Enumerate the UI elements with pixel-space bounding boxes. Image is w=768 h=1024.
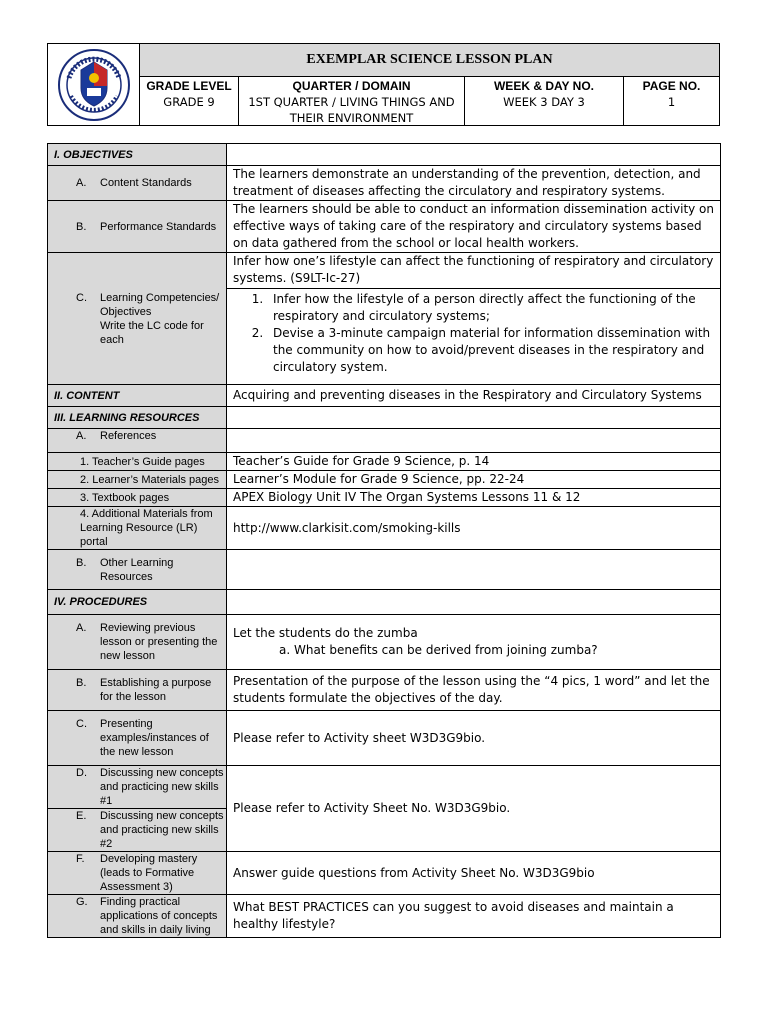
textbook-text: APEX Biology Unit IV The Organ Systems Lessons 11 & 12 <box>227 489 721 507</box>
procedure-a-label: Reviewing previous lesson or presenting the new lesson <box>100 622 218 662</box>
competencies-label: Learning Competencies/ Objectives <box>100 291 220 318</box>
procedure-e-label: Discussing new concepts and practicing new skills #2 <box>100 810 224 850</box>
lesson-plan-table <box>47 143 721 938</box>
other-resources-text <box>227 550 721 590</box>
quarter-domain-value: 1ST QUARTER / LIVING THINGS AND THEIR ENVIRONMENT <box>248 95 455 125</box>
table-row: G. Finding practical applications of concepts and skills in daily living What BEST PRACTICES can you suggest to avoid diseases and maintain a healthy lifestyle? <box>48 895 721 938</box>
procedure-g-text: What BEST PRACTICES can you suggest to avoid diseases and maintain a healthy lifestyle? <box>227 895 721 938</box>
grade-level-value: GRADE 9 <box>163 95 215 109</box>
table-row <box>48 453 721 471</box>
lesson-plan-header <box>47 43 720 126</box>
table-row <box>48 385 721 407</box>
learners-materials-text: Learner’s Module for Grade 9 Science, pp. 22-24 <box>227 471 721 489</box>
deped-seal-logo <box>48 44 140 125</box>
content-heading: II. CONTENT <box>48 385 227 407</box>
table-row <box>48 144 721 166</box>
table-row: A. References <box>48 429 721 453</box>
grade-level-cell <box>140 77 239 125</box>
table-row: A. Content Standards The learners demonstrate an understanding of the prevention, detection, and treatment of diseases affecting the circulatory and respiratory systems. <box>48 166 721 201</box>
procedure-d-label: Discussing new concepts and practicing new skills #1 <box>100 767 224 807</box>
table-row <box>48 590 721 615</box>
other-resources-label: Other Learning Resources <box>100 556 174 583</box>
procedure-c-text: Please refer to Activity sheet W3D3G9bio. <box>227 711 721 766</box>
table-row: A. Reviewing previous lesson or presenting the new lesson Let the students do the zumba a. What benefits can be derived from joining zumba? <box>48 615 721 670</box>
competencies-list <box>227 291 714 376</box>
content-standards-text: The learners demonstrate an understanding of the prevention, detection, and treatment of diseases affecting the circulatory and respiratory systems. <box>227 166 721 201</box>
table-row: B. Other Learning Resources <box>48 550 721 590</box>
procedure-de-text: Please refer to Activity Sheet No. W3D3G9bio. <box>227 766 721 852</box>
table-row: C. Learning Competencies/ Objectives Write the LC code for each Infer how one’s lifestyle can affect the functioning of respiratory and circulatory systems. (S9LT-Ic-27) 1. Infer how the lifestyle of a person directly affect the functioning of the respiratory and circulatory systems; 2. Devise a 3-minute campaign material for information dissemination with the community on how to avoid/prevent diseases in the respiratory and circulatory system. <box>48 253 721 385</box>
page-no-value: 1 <box>667 95 676 109</box>
table-row <box>48 407 721 429</box>
performance-standards-text: The learners should be able to conduct an information dissemination activity on effective ways of taking care of the respiratory and circulatory systems based on data gathered from the school or local health workers. <box>227 201 721 253</box>
table-row <box>48 471 721 489</box>
procedure-f-label: Developing mastery (leads to Formative Assessment 3) <box>100 853 198 893</box>
content-text: Acquiring and preventing diseases in the Respiratory and Circulatory Systems <box>227 385 721 407</box>
grade-level-label: GRADE LEVEL <box>146 79 232 93</box>
procedure-a-text: Let the students do the zumba <box>233 626 418 640</box>
content-standards-label: Content Standards <box>100 177 192 189</box>
textbook-label: 3. Textbook pages <box>80 491 170 504</box>
procedure-b-text: Presentation of the purpose of the lesson using the “4 pics, 1 word” and let the students formulate the objectives of the day. <box>227 670 721 711</box>
procedure-b-label: Establishing a purpose for the lesson <box>100 677 212 703</box>
additional-materials-label: 4. Additional Materials from Learning Resource (LR) portal <box>80 508 213 548</box>
list-item: 1. Infer how the lifestyle of a person directly affect the functioning of the respiratory and circulatory systems; <box>267 291 714 325</box>
lesson-plan-title: EXEMPLAR SCIENCE LESSON PLAN <box>140 44 719 77</box>
procedures-heading: IV. PROCEDURES <box>48 590 227 615</box>
table-row <box>48 489 721 507</box>
competencies-label-note: Write the LC code for each <box>100 319 204 346</box>
learners-materials-label: 2. Learner’s Materials pages <box>80 473 220 486</box>
references-label: References <box>100 430 157 442</box>
procedure-g-label: Finding practical applications of concepts and skills in daily living <box>100 896 218 936</box>
week-day-cell <box>465 77 624 125</box>
table-row: F. Developing mastery (leads to Formative Assessment 3) Answer guide questions from Activity Sheet No. W3D3G9bio <box>48 852 721 895</box>
seal-icon <box>57 48 131 122</box>
procedure-a-subitem: a. What benefits can be derived from joining zumba? <box>279 643 598 657</box>
list-item: 2. Devise a 3-minute campaign material for information dissemination with the community on how to avoid/prevent diseases in the respiratory and circulatory system. <box>267 325 714 376</box>
teachers-guide-text: Teacher’s Guide for Grade 9 Science, p. 14 <box>227 453 721 471</box>
table-row: E. Discussing new concepts and practicing new skills #2 <box>48 809 721 852</box>
quarter-domain-cell <box>239 77 465 125</box>
performance-standards-label: Performance Standards <box>100 220 217 233</box>
procedure-f-text: Answer guide questions from Activity Sheet No. W3D3G9bio <box>227 852 721 895</box>
table-row: C. Presenting examples/instances of the new lesson Please refer to Activity sheet W3D3G9bio. <box>48 711 721 766</box>
quarter-domain-label: QUARTER / DOMAIN <box>292 79 411 93</box>
procedure-c-label: Presenting examples/instances of the new lesson <box>100 718 209 758</box>
week-day-label: WEEK & DAY NO. <box>493 79 595 93</box>
table-row: B. Establishing a purpose for the lesson Presentation of the purpose of the lesson using the “4 pics, 1 word” and let the students formulate the objectives of the day. <box>48 670 721 711</box>
additional-materials-link[interactable]: http://www.clarkisit.com/smoking-kills <box>227 507 721 550</box>
resources-heading: III. LEARNING RESOURCES <box>48 407 227 429</box>
objectives-heading: I. OBJECTIVES <box>48 144 227 166</box>
page-no-label: PAGE NO. <box>642 79 701 93</box>
table-row <box>48 507 721 550</box>
page-no-cell <box>624 77 719 125</box>
competencies-intro: Infer how one’s lifestyle can affect the functioning of respiratory and circulatory systems. (S9LT-Ic-27) <box>233 254 714 285</box>
week-day-value: WEEK 3 DAY 3 <box>503 95 585 109</box>
table-row: D. Discussing new concepts and practicing new skills #1 Please refer to Activity Sheet No. W3D3G9bio. <box>48 766 721 809</box>
teachers-guide-label: 1. Teacher’s Guide pages <box>80 455 205 468</box>
table-row: B. Performance Standards The learners should be able to conduct an information dissemination activity on effective ways of taking care of the respiratory and circulatory systems based on data gathered from the school or local health workers. <box>48 201 721 253</box>
